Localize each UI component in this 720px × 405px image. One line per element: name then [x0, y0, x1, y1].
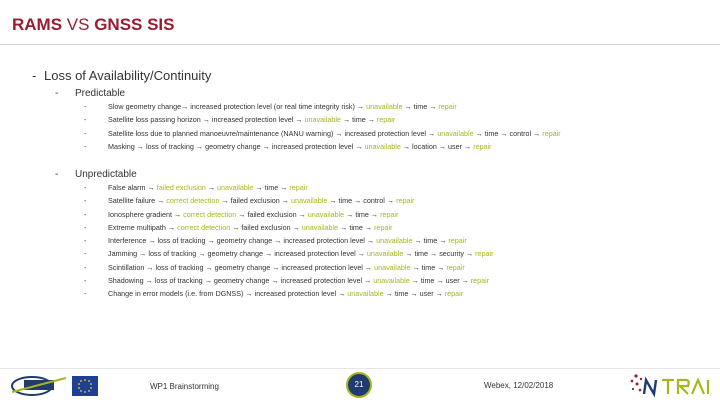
highlighted-term: unavailable [305, 209, 345, 219]
unpredictable-item [84, 194, 494, 207]
arrow-right-icon: → [205, 262, 213, 272]
predictable-item [84, 113, 561, 126]
arrow-right-icon: → [181, 102, 189, 111]
arrow-right-icon: → [221, 196, 229, 206]
slide-title [12, 15, 175, 35]
item-text: increased protection level [272, 249, 358, 259]
highlighted-term: unavailable [364, 249, 404, 259]
arrow-right-icon: → [411, 276, 419, 286]
item-text: failed exclusion [239, 222, 293, 232]
item-text: Satellite loss passing horizon [108, 115, 203, 125]
item-text: location [410, 141, 439, 151]
arrow-right-icon: → [195, 141, 204, 151]
highlighted-term: unavailable [364, 102, 403, 111]
item-text: user [417, 289, 436, 299]
item-text: Masking [108, 141, 137, 151]
highlighted-term: repair [473, 249, 494, 259]
item-text: time [419, 262, 438, 272]
arrow-right-icon: → [292, 222, 300, 232]
arrow-right-icon: → [367, 115, 375, 125]
item-text: Shadowing [108, 276, 146, 286]
item-bullet: - [84, 262, 87, 272]
item-text: time [353, 209, 371, 219]
predictable-list [84, 100, 561, 153]
arrow-right-icon: → [465, 249, 474, 259]
highlighted-term: unavailable [435, 128, 474, 138]
page-number: 21 [346, 372, 372, 398]
predictable-item [84, 140, 561, 153]
item-bullet: - [84, 141, 87, 151]
footer-right-text: Webex, 12/02/2018 [484, 381, 554, 390]
unpredictable-item [84, 274, 494, 287]
item-text: time [418, 276, 437, 286]
item-text: time [347, 222, 365, 232]
arrow-right-icon: → [404, 102, 412, 111]
highlighted-term: unavailable [288, 196, 328, 206]
item-text: increased protection level [252, 289, 339, 299]
arrow-right-icon: → [340, 222, 348, 232]
nstrail-logo [628, 370, 712, 400]
unpredictable-item [84, 208, 494, 221]
item-text: control [507, 128, 534, 138]
item-text: Satellite failure [108, 196, 158, 206]
arrow-right-icon: → [464, 141, 472, 151]
item-bullet: - [84, 236, 87, 246]
arrow-right-icon: → [173, 209, 182, 219]
arrow-right-icon: → [370, 209, 379, 219]
highlighted-term: repair [374, 115, 396, 125]
arrow-right-icon: → [366, 236, 375, 246]
predictable-item [84, 127, 561, 140]
arrow-right-icon: → [298, 209, 306, 219]
unpredictable-item [84, 261, 494, 274]
arrow-right-icon: → [354, 196, 362, 206]
arrow-right-icon: → [414, 236, 422, 246]
item-text: increased protection level [342, 128, 429, 138]
predictable-bullet: - [55, 88, 59, 99]
item-text: loss of tracking [146, 249, 199, 259]
item-text: Scintillation [108, 262, 147, 272]
item-text: geometry change [205, 249, 266, 259]
item-text: user [446, 141, 465, 151]
item-text: False alarm [108, 183, 148, 192]
highlighted-term: repair [444, 262, 465, 272]
item-text: time [336, 196, 355, 206]
arrow-right-icon: → [274, 236, 282, 246]
item-text: loss of tracking [155, 236, 208, 246]
arrow-right-icon: → [280, 183, 288, 192]
arrow-right-icon: → [475, 128, 483, 138]
footer-left-text: WP1 Brainstorming [150, 382, 219, 391]
arrow-right-icon: → [245, 289, 253, 299]
arrow-right-icon: → [136, 141, 144, 151]
item-text: increased protection level [269, 141, 356, 151]
arrow-right-icon: → [207, 183, 216, 192]
arrow-right-icon: → [238, 209, 246, 219]
item-text: increased protection level [279, 262, 365, 272]
item-text: loss of tracking [143, 141, 196, 151]
arrow-right-icon: → [167, 222, 176, 232]
arrow-right-icon: → [281, 196, 289, 206]
arrow-right-icon: → [437, 262, 445, 272]
arrow-right-icon: → [338, 289, 346, 299]
highlighted-term: unavailable [372, 262, 411, 272]
item-text: increased protection level (or real time integrity risk) [188, 102, 357, 111]
arrow-right-icon: → [157, 196, 165, 206]
title-divider [0, 44, 720, 45]
item-text: time [421, 236, 440, 246]
arrow-right-icon: → [202, 115, 210, 125]
section-title: Loss of Availability/Continuity [44, 68, 212, 83]
unpredictable-item [84, 181, 494, 194]
arrow-right-icon: → [207, 236, 215, 246]
highlighted-term: unavailable [362, 141, 401, 151]
arrow-right-icon: → [364, 276, 372, 286]
item-text: user [443, 276, 462, 286]
arrow-right-icon: → [295, 115, 303, 125]
arrow-right-icon: → [204, 276, 212, 286]
unpredictable-list [84, 181, 494, 301]
item-text: Slow geometry change [108, 102, 182, 111]
item-text: loss of tracking [153, 262, 206, 272]
arrow-right-icon: → [438, 141, 447, 151]
highlighted-term: unavailable [215, 183, 254, 192]
arrow-right-icon: → [364, 222, 373, 232]
unpredictable-item [84, 221, 494, 234]
sat-rail-logo [10, 372, 68, 398]
arrow-right-icon: → [255, 183, 263, 192]
arrow-right-icon: → [145, 276, 153, 286]
arrow-right-icon: → [356, 102, 365, 111]
item-text: increased protection level [278, 276, 365, 286]
item-text: Jamming [108, 249, 140, 259]
arrow-right-icon: → [146, 262, 154, 272]
arrow-right-icon: → [355, 141, 363, 151]
eu-flag-logo [72, 376, 98, 396]
arrow-right-icon: → [386, 196, 395, 206]
highlighted-term: repair [436, 102, 457, 111]
item-text: increased protection level [209, 115, 296, 125]
item-text: geometry change [214, 236, 275, 246]
arrow-right-icon: → [461, 276, 469, 286]
highlighted-term: correct detection [181, 209, 239, 219]
highlighted-term: correct detection [175, 222, 233, 232]
arrow-right-icon: → [412, 262, 420, 272]
arrow-right-icon: → [429, 102, 437, 111]
predictable-item [84, 100, 561, 113]
arrow-right-icon: → [439, 236, 447, 246]
unpredictable-item [84, 287, 494, 300]
title-gnss: GNSS SIS [94, 15, 175, 34]
item-bullet: - [84, 209, 87, 219]
item-bullet: - [84, 289, 87, 299]
item-text: loss of tracking [152, 276, 205, 286]
highlighted-term: repair [394, 196, 415, 206]
arrow-right-icon: → [385, 289, 393, 299]
item-text: time [350, 115, 368, 125]
item-text: geometry change [211, 276, 272, 286]
arrow-right-icon: → [533, 128, 541, 138]
highlighted-term: failed exclusion [154, 183, 208, 192]
highlighted-term: repair [287, 183, 308, 192]
item-text: Ionosphere gradient [108, 209, 174, 219]
highlighted-term: repair [446, 236, 467, 246]
item-text: security [437, 249, 466, 259]
arrow-right-icon: → [430, 249, 438, 259]
item-text: time [412, 249, 431, 259]
item-bullet: - [84, 222, 87, 232]
arrow-right-icon: → [500, 128, 508, 138]
arrow-right-icon: → [405, 249, 413, 259]
item-bullet: - [84, 115, 87, 125]
item-bullet: - [84, 102, 87, 111]
item-text: time [411, 102, 430, 111]
highlighted-term: correct detection [164, 196, 222, 206]
item-bullet: - [84, 196, 87, 206]
footer-divider [0, 368, 720, 369]
arrow-right-icon: → [148, 236, 156, 246]
arrow-right-icon: → [265, 249, 273, 259]
item-text: geometry change [212, 262, 273, 272]
unpredictable-item [84, 234, 494, 247]
arrow-right-icon: → [271, 276, 279, 286]
arrow-right-icon: → [272, 262, 280, 272]
item-text: geometry change [203, 141, 263, 151]
highlighted-term: unavailable [299, 222, 339, 232]
item-text: Satellite loss due to planned manoeuvre/maintenance (NANU warning) [108, 128, 336, 138]
item-bullet: - [84, 249, 87, 259]
predictable-title: Predictable [75, 88, 126, 99]
item-text: time [392, 289, 411, 299]
arrow-right-icon: → [139, 249, 147, 259]
item-text: time [482, 128, 501, 138]
arrow-right-icon: → [232, 222, 240, 232]
item-text: Extreme multipath [108, 222, 168, 232]
item-text: failed exclusion [245, 209, 299, 219]
highlighted-term: repair [468, 276, 490, 286]
item-bullet: - [84, 128, 87, 138]
item-text: time [262, 183, 281, 192]
arrow-right-icon: → [346, 209, 354, 219]
item-text: Interference [108, 236, 149, 246]
arrow-right-icon: → [198, 249, 206, 259]
arrow-right-icon: → [428, 128, 436, 138]
unpredictable-title: Unpredictable [75, 169, 137, 180]
highlighted-term: repair [471, 141, 492, 151]
arrow-right-icon: → [436, 276, 444, 286]
item-text: increased protection level [281, 236, 367, 246]
unpredictable-item [84, 247, 494, 260]
item-bullet: - [84, 183, 87, 192]
arrow-right-icon: → [357, 249, 365, 259]
item-text: failed exclusion [228, 196, 282, 206]
unpredictable-bullet: - [55, 169, 59, 180]
title-rams: RAMS [12, 15, 63, 34]
arrow-right-icon: → [410, 289, 418, 299]
highlighted-term: repair [540, 128, 561, 138]
highlighted-term: unavailable [302, 115, 341, 125]
item-text: control [361, 196, 387, 206]
arrow-right-icon: → [342, 115, 351, 125]
title-vs: VS [62, 15, 95, 34]
highlighted-term: unavailable [374, 236, 413, 246]
arrow-right-icon: → [435, 289, 443, 299]
section-bullet: - [32, 68, 37, 83]
highlighted-term: repair [372, 222, 393, 232]
arrow-right-icon: → [335, 128, 343, 138]
highlighted-term: unavailable [345, 289, 384, 299]
arrow-right-icon: → [147, 183, 155, 192]
item-bullet: - [84, 276, 87, 286]
arrow-right-icon: → [329, 196, 337, 206]
arrow-right-icon: → [262, 141, 270, 151]
arrow-right-icon: → [402, 141, 411, 151]
highlighted-term: unavailable [371, 276, 410, 286]
highlighted-term: repair [442, 289, 464, 299]
highlighted-term: repair [378, 209, 399, 219]
item-text: Change in error models (i.e. from DGNSS) [108, 289, 246, 299]
arrow-right-icon: → [364, 262, 373, 272]
